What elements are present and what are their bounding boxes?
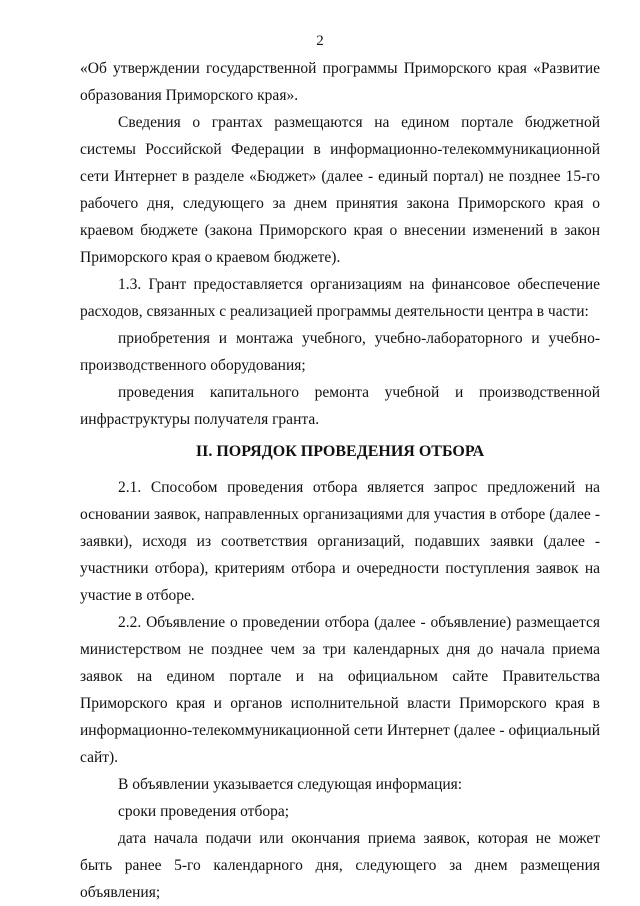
paragraph: В объявлении указывается следующая информация:	[118, 776, 463, 793]
paragraph: Сведения о грантах размещаются на едином портале бюджетной системы Российской Федерации в информационно-телекоммуникационной сети Интернет в разделе «Бюджет» (далее - единый портал) не позднее 15-го рабочего дня, следующего за днем принятия закона Приморского края о краевом бюджете (закона Приморского края о внесении изменений в закон Приморского края о краевом бюджете).	[80, 114, 600, 266]
section-heading: II. ПОРЯДОК ПРОВЕДЕНИЯ ОТБОРА	[195, 443, 485, 460]
section-2-heading-wrap	[80, 438, 600, 465]
paragraph: дата начала подачи или окончания приема заявок, которая не может быть ранее 5-го календарного дня, следующего за днем размещения объявления;	[80, 830, 600, 901]
paragraph: приобретения и монтажа учебного, учебно-лабораторного и учебно-производственного оборудования;	[80, 330, 600, 374]
paragraph: 1.3. Грант предоставляется организациям на финансовое обеспечение расходов, связанных с реализацией программы деятельности центра в части:	[80, 276, 600, 320]
page-number: 2	[316, 33, 324, 49]
section-1-text	[80, 55, 600, 433]
paragraph: сроки проведения отбора;	[118, 803, 290, 820]
paragraph: «Об утверждении государственной программы Приморского края «Развитие образования Приморского края».	[80, 60, 600, 104]
section-2-text	[80, 474, 600, 906]
paragraph: 2.2. Объявление о проведении отбора (далее - объявление) размещается министерством не позднее чем за три календарных дня до начала приема заявок на едином портале и на официальном сайте Правительства Приморского края и органов исполнительной власти Приморского края в информационно-телекоммуникационной сети Интернет (далее - официальный сайт).	[80, 614, 600, 766]
paragraph: 2.1. Способом проведения отбора является запрос предложений на основании заявок, направленных организациями для участия в отборе (далее - заявки), исходя из соответствия организаций, подавших заявки (далее - участники отбора), критериям отбора и очередности поступления заявок на участие в отборе.	[80, 479, 600, 604]
paragraph: проведения капитального ремонта учебной и производственной инфраструктуры получателя гранта.	[80, 384, 600, 428]
